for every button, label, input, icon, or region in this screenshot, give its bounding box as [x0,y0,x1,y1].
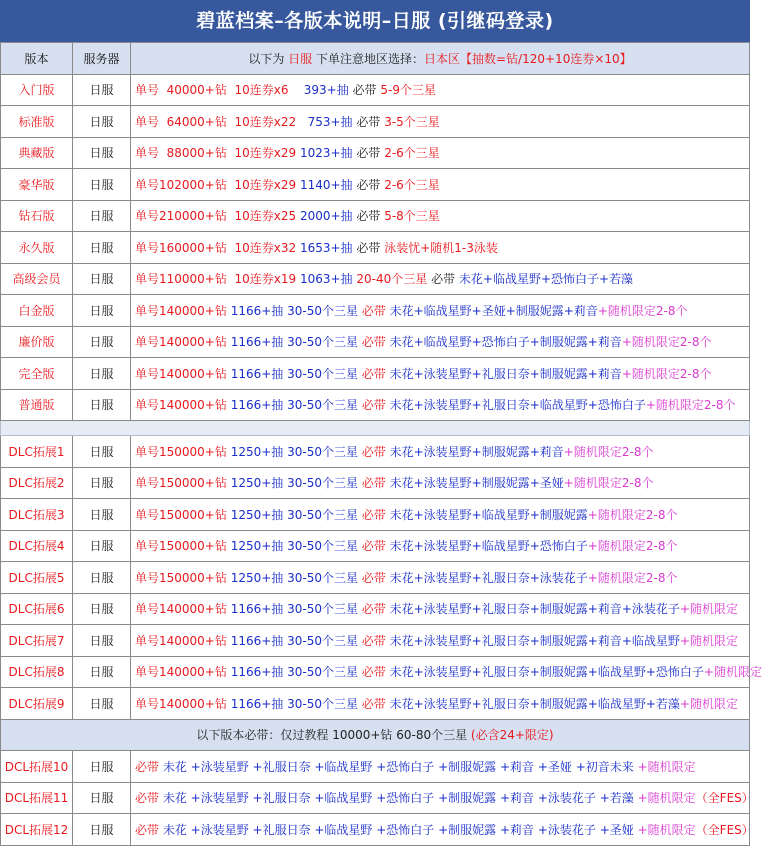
server-cell: 日服 [73,232,131,264]
text-segment: +随机限定2-8个 [587,570,678,585]
version-row [1,232,750,264]
version-cell: DCL拓展12 [1,814,73,846]
dlc-row [1,562,750,594]
text-segment: 30-50个三星 [283,570,362,585]
text-segment: 必带 [361,696,390,711]
description-cell [131,200,750,232]
text-segment: 未花+临战星野+圣娅+制服妮露+莉音 [389,303,598,318]
server-cell: 日服 [73,326,131,358]
description-cell [131,232,750,264]
description-cell [131,530,750,562]
text-segment: 未花+临战星野+恐怖白子+制服妮露+莉音 [389,335,622,350]
text-segment: 单号 40000+钻 10连券x6 [135,83,304,98]
server-cell: 日服 [73,625,131,657]
text-segment: 未花 +泳装星野 +礼服日奈 +临战星野 +恐怖白子 +制服妮露 +莉音 +泳装花子 +圣娅 [162,822,634,837]
text-segment: 单号140000+钻 [135,602,231,617]
version-row [1,137,750,169]
version-cell: DLC拓展6 [1,593,73,625]
server-cell: 日服 [73,814,131,846]
description-cell [131,499,750,531]
server-cell: 日服 [73,358,131,390]
server-cell: 日服 [73,295,131,327]
version-cell: DCL拓展10 [1,751,73,783]
text-segment: 1166+抽 [230,398,284,413]
description-cell [131,358,750,390]
text-segment: 未花+泳装星野+制服妮露+莉音 [389,444,564,459]
text-segment: 30-50个三星 [283,696,362,711]
text-segment: +随机限定2-8个 [645,398,736,413]
text-segment: 30-50个三星 [283,303,362,318]
page-title: 碧蓝档案–各版本说明–日服 (引继码登录) [0,0,750,42]
version-cell: 钻石版 [1,200,73,232]
text-segment: 30-50个三星 [283,444,362,459]
description-cell [131,814,754,846]
description-cell [131,751,750,783]
text-segment: +随机限定2-8个 [563,476,654,491]
text-segment: 以下版本必带：仅过教程 10000+钻 60-80个三星 [196,728,471,743]
text-segment: +随机限定2-8个 [587,507,678,522]
server-cell: 日服 [73,751,131,783]
text-segment: 必带 [361,335,390,350]
version-row [1,169,750,201]
text-segment: +随机限定 [703,665,762,680]
text-segment: 单号140000+钻 [135,398,231,413]
description-cell [131,326,750,358]
description-cell [131,169,750,201]
version-cell: DLC拓展8 [1,656,73,688]
text-segment: 未花+泳装星野+临战星野+恐怖白子 [389,539,588,554]
text-segment: +随机限定2-8个 [621,335,712,350]
text-segment: 30-50个三星 [283,335,362,350]
text-segment: 必带 [361,539,390,554]
text-segment: 必带 [431,272,459,287]
text-segment: 2-6个三星 [384,146,440,161]
dlc-row [1,467,750,499]
text-segment: 1250+抽 [230,570,284,585]
text-segment: 30-50个三星 [283,398,362,413]
text-segment: +随机限定2-8个 [621,366,712,381]
text-segment: 未花+泳装星野+礼服日奈+制服妮露+莉音+泳装花子 [389,602,680,617]
version-cell: DLC拓展1 [1,436,73,468]
text-segment: (必含24+限定) [470,728,554,743]
dlc-row [1,656,750,688]
text-segment: 30-50个三星 [283,665,362,680]
text-segment: 20-40个三星 [352,272,432,287]
text-segment: 未花+泳装星野+礼服日奈+临战星野+恐怖白子 [389,398,646,413]
server-cell: 日服 [73,389,131,421]
text-segment: 必带 [352,177,385,192]
server-cell: 日服 [73,200,131,232]
text-segment: 393+抽 [303,83,349,98]
text-segment: +随机限定 [633,759,696,774]
server-cell: 日服 [73,263,131,295]
version-cell: 入门版 [1,74,73,106]
text-segment: 未花+泳装星野+礼服日奈+泳装花子 [389,570,588,585]
version-cell: 普通版 [1,389,73,421]
spacer-cell [1,421,750,436]
text-segment: 必带 [361,602,390,617]
version-row [1,106,750,138]
text-segment: 必带 [361,366,390,381]
server-cell: 日服 [73,688,131,720]
text-segment: 30-50个三星 [283,633,362,648]
text-segment: 未花+泳装星野+礼服日奈+制服妮露+莉音+临战星野 [389,633,680,648]
text-segment: 单号 64000+钻 10连券x22 [135,114,308,129]
text-segment: 必带 [352,209,385,224]
text-segment: 2000+抽 [299,209,353,224]
text-segment: （全FES） [695,791,754,806]
dlc-row [1,688,750,720]
text-segment: 未花+泳装星野+临战星野+制服妮露 [389,507,588,522]
text-segment: +随机限定 [633,822,696,837]
version-cell: DCL拓展11 [1,782,73,814]
text-segment: 1250+抽 [230,507,284,522]
text-segment: 30-50个三星 [283,476,362,491]
text-segment: 必带 [361,665,390,680]
text-segment: 未花+泳装星野+礼服日奈+制服妮露+临战星野+恐怖白子 [389,665,704,680]
version-cell: DLC拓展2 [1,467,73,499]
text-segment: 必带 [361,444,390,459]
version-cell: 完全版 [1,358,73,390]
dlc-row [1,625,750,657]
text-segment: 单号140000+钻 [135,665,231,680]
text-segment: 必带 [352,114,385,129]
text-segment: 1250+抽 [230,539,284,554]
text-segment: 单号150000+钻 [135,476,231,491]
dlc-row [1,593,750,625]
header-version: 版本 [1,43,73,75]
version-table-body [1,43,762,846]
version-cell: 标准版 [1,106,73,138]
header-notice [131,43,750,75]
server-cell: 日服 [73,499,131,531]
text-segment: 单号160000+钻 10连券x32 [135,240,300,255]
version-cell: 廉价版 [1,326,73,358]
text-segment: 未花 +泳装星野 +礼服日奈 +临战星野 +恐怖白子 +制服妮露 +莉音 +圣娅 +初音未来 [162,759,634,774]
version-cell: DLC拓展7 [1,625,73,657]
text-segment: +随机限定2-8个 [563,444,654,459]
server-cell: 日服 [73,562,131,594]
text-segment: 1250+抽 [230,444,284,459]
text-segment: +随机限定 [633,791,696,806]
version-row [1,326,750,358]
text-segment: 必带 [135,791,163,806]
text-segment: 753+抽 [307,114,353,129]
description-cell [131,562,750,594]
text-segment: 必带 [361,633,390,648]
text-segment: 30-50个三星 [283,366,362,381]
server-cell: 日服 [73,593,131,625]
version-cell: 永久版 [1,232,73,264]
text-segment: 单号150000+钻 [135,444,231,459]
text-segment: 单号210000+钻 10连券x25 [135,209,300,224]
version-cell: DLC拓展3 [1,499,73,531]
version-row [1,263,750,295]
text-segment: 以下为 [248,51,289,66]
version-cell: 高级会员 [1,263,73,295]
text-segment: 1166+抽 [230,665,284,680]
version-cell: DLC拓展5 [1,562,73,594]
text-segment: 未花 +泳装星野 +礼服日奈 +临战星野 +恐怖白子 +制服妮露 +莉音 +泳装花子 +若藻 [162,791,634,806]
text-segment: 单号150000+钻 [135,570,231,585]
text-segment: 必带 [135,822,163,837]
text-segment: 必带 [352,146,385,161]
header-server: 服务器 [73,43,131,75]
version-cell: 典藏版 [1,137,73,169]
text-segment: 30-50个三星 [283,602,362,617]
table-header-row [1,43,750,75]
text-segment: 5-9个三星 [380,83,436,98]
text-segment: 1166+抽 [230,366,284,381]
text-segment: 下单注意地区选择： [312,51,424,66]
text-segment: +随机限定 [679,633,738,648]
server-cell: 日服 [73,782,131,814]
notice-row [1,719,750,751]
description-cell [131,263,750,295]
server-cell: 日服 [73,436,131,468]
text-segment: 必带 [361,570,390,585]
description-cell [131,688,750,720]
text-segment: +随机限定 [679,696,738,711]
version-row [1,74,750,106]
version-row [1,389,750,421]
description-cell [131,656,762,688]
version-row [1,295,750,327]
text-segment: 必带 [361,398,390,413]
text-segment: +随机限定2-8个 [597,303,688,318]
text-segment: 单号140000+钻 [135,303,231,318]
description-cell [131,295,750,327]
text-segment: 必带 [348,83,381,98]
text-segment: 1023+抽 [299,146,353,161]
text-segment: 必带 [361,303,390,318]
text-segment: 30-50个三星 [283,539,362,554]
text-segment: 单号140000+钻 [135,366,231,381]
description-cell [131,106,750,138]
text-segment: 必带 [361,507,390,522]
text-segment: +随机限定 [679,602,738,617]
description-cell [131,593,750,625]
server-cell: 日服 [73,169,131,201]
text-segment: 1166+抽 [230,633,284,648]
server-cell: 日服 [73,137,131,169]
text-segment: 5-8个三星 [384,209,440,224]
text-segment: 未花+泳装星野+制服妮露+圣娅 [389,476,564,491]
spacer-row [1,421,750,436]
text-segment: 单号150000+钻 [135,539,231,554]
description-cell [131,74,750,106]
text-segment: 日本区【抽数=钻/120+10连券×10】 [424,51,632,66]
text-segment: 未花+泳装星野+礼服日奈+制服妮露+莉音 [389,366,622,381]
text-segment: 单号140000+钻 [135,696,231,711]
server-cell: 日服 [73,74,131,106]
dlc-row [1,436,750,468]
text-segment: 1166+抽 [230,335,284,350]
text-segment: 泳装忧+随机1-3泳装 [384,240,498,255]
text-segment: 30-50个三星 [283,507,362,522]
text-segment: 单号102000+钻 10连券x29 [135,177,300,192]
text-segment: 单号 88000+钻 10连券x29 [135,146,300,161]
version-cell: DLC拓展4 [1,530,73,562]
text-segment: 单号150000+钻 [135,507,231,522]
text-segment: 必带 [361,476,390,491]
text-segment: 未花+临战星野+恐怖白子+若藻 [458,272,634,287]
text-segment: 1653+抽 [299,240,353,255]
notice-cell [1,719,750,751]
description-cell [131,625,750,657]
text-segment: 单号140000+钻 [135,335,231,350]
description-cell [131,467,750,499]
text-segment: 必带 [352,240,385,255]
text-segment: 单号140000+钻 [135,633,231,648]
text-segment: 日服 [288,51,313,66]
server-cell: 日服 [73,106,131,138]
server-cell: 日服 [73,656,131,688]
server-cell: 日服 [73,530,131,562]
text-segment: 3-5个三星 [384,114,440,129]
text-segment: 单号110000+钻 10连券x19 [135,272,300,287]
dlc-row [1,530,750,562]
version-row [1,358,750,390]
version-cell: 白金版 [1,295,73,327]
version-row [1,200,750,232]
dcl-row [1,782,750,814]
version-table [0,42,762,846]
text-segment: 1166+抽 [230,303,284,318]
text-segment: 1166+抽 [230,696,284,711]
text-segment: 1166+抽 [230,602,284,617]
server-cell: 日服 [73,467,131,499]
text-segment: 1250+抽 [230,476,284,491]
text-segment: 未花+泳装星野+礼服日奈+制服妮露+临战星野+若藻 [389,696,680,711]
dcl-row [1,751,750,783]
text-segment: 必带 [135,759,163,774]
text-segment: 2-6个三星 [384,177,440,192]
description-cell [131,436,750,468]
version-cell: DLC拓展9 [1,688,73,720]
description-cell [131,137,750,169]
text-segment: 1063+抽 [299,272,353,287]
text-segment: 1140+抽 [299,177,353,192]
text-segment: （全FES） [695,822,754,837]
description-cell [131,782,754,814]
dcl-row [1,814,750,846]
text-segment: +随机限定2-8个 [587,539,678,554]
version-cell: 豪华版 [1,169,73,201]
dlc-row [1,499,750,531]
description-cell [131,389,750,421]
